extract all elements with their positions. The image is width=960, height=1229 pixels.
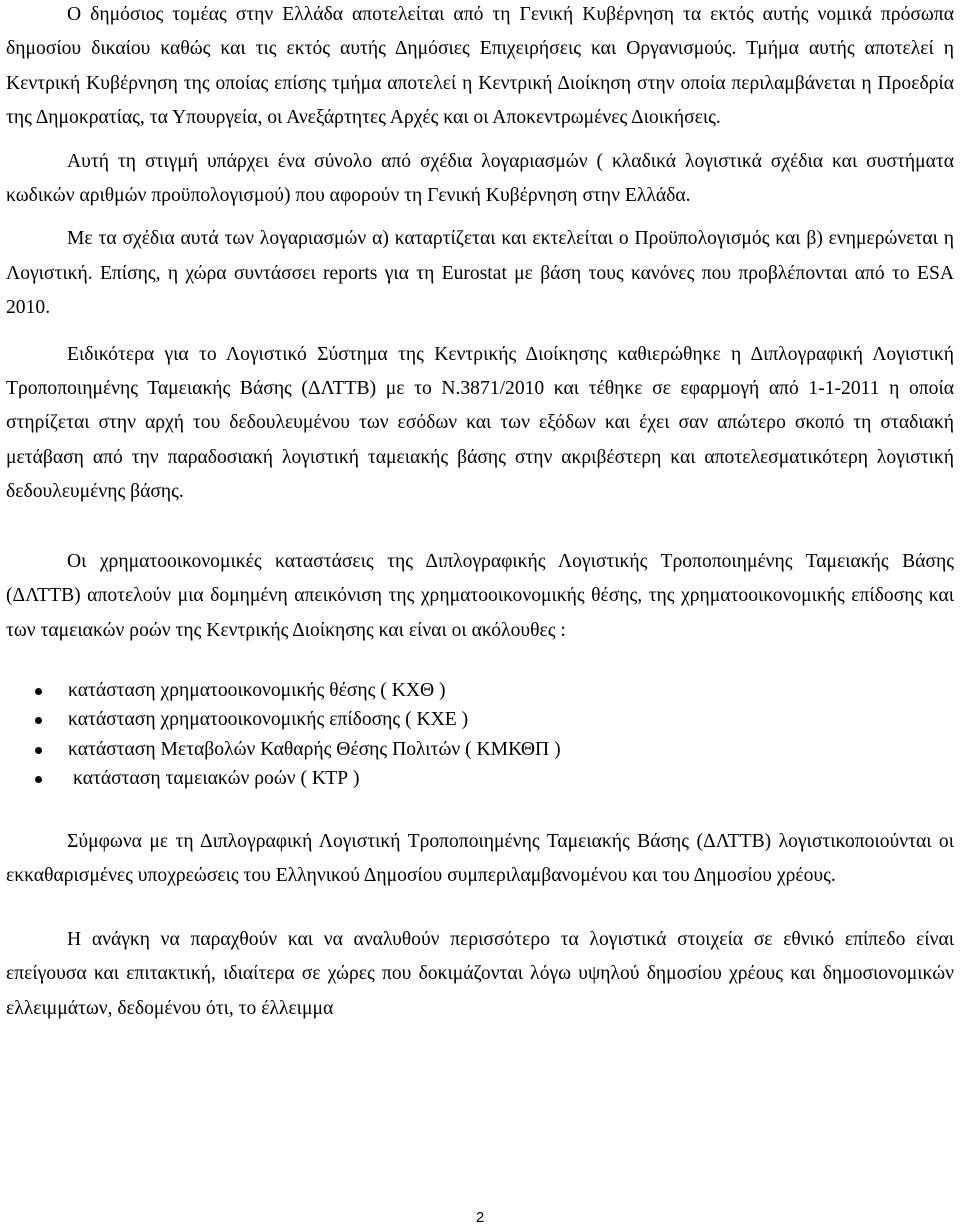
list-item-text: κατάσταση ταμειακών ροών ( ΚΤΡ ) (73, 768, 360, 790)
page-number: 2 (475, 1209, 485, 1226)
list-item (6, 735, 954, 765)
paragraph-public-sector: Ο δημόσιος τομέας στην Ελλάδα αποτελείται από τη Γενική Κυβέρνηση τα εκτός αυτής νομικά πρόσωπα δημοσίου δικαίου καθώς και τις εκτός αυτής Δημόσιες Επιχειρήσεις και Οργανισμούς. Τμήμα αυτής αποτελεί η Κεντρική Κυβέρνηση της οποίας επίσης τμήμα αποτελεί η Κεντρική Διοίκηση στην οποία περιλαμβάνεται η Προεδρία της Δημοκρατίας, τα Υπουργεία, οι Ανεξάρτητες Αρχές και οι Αποκεντρωμένες Διοικήσεις. (6, 4, 954, 129)
paragraph-liabilities: Σύμφωνα με τη Διπλογραφική Λογιστική Τροποποιημένης Ταμειακής Βάσης (ΔΛΤΤΒ) λογιστικοποιούνται οι εκκαθαρισμένες υποχρεώσεις του Ελληνικού Δημοσίου συμπεριλαμβανομένου και του Δημοσίου χρέους. (6, 830, 954, 887)
list-item-text: κατάσταση Μεταβολών Καθαρής Θέσης Πολιτών ( ΚΜΚΘΠ ) (68, 738, 561, 760)
paragraph-need-for-data: Η ανάγκη να παραχθούν και να αναλυθούν περισσότερο τα λογιστικά στοιχεία σε εθνικό επίπεδο είναι επείγουσα και επιτακτική, ιδιαίτερα σε χώρες που δοκιμάζονται λόγω υψηλού δημοσίου χρέους και δημοσιονομικών ελλειμμάτων, δεδομένου ότι, το έλλειμμα (6, 928, 954, 1019)
statements-list (6, 676, 954, 794)
paragraph-financial-statements: Οι χρηματοοικονομικές καταστάσεις της Διπλογραφικής Λογιστικής Τροποποιημένης Ταμειακής Βάσης (ΔΛΤΤΒ) αποτελούν μια δομημένη απεικόνιση της χρηματοοικονομικής θέσης, της χρηματοοικονομικής επίδοσης και των ταμειακών ροών της Κεντρικής Διοίκησης και είναι οι ακόλουθες : (6, 550, 954, 641)
list-item-text: κατάσταση χρηματοοικονομικής επίδοσης ( ΚΧΕ ) (68, 709, 469, 731)
list-item (6, 764, 954, 794)
document-page (6, 0, 954, 1026)
paragraph-budget-reports: Με τα σχέδια αυτά των λογαριασμών α) καταρτίζεται και εκτελείται ο Προϋπολογισμός και β) ενημερώνεται η Λογιστική. Επίσης, η χώρα συντάσσει reports για τη Eurostat με βάση τους κανόνες που προβλέπονται από το ESA 2010. (6, 228, 954, 319)
paragraph-account-plans: Αυτή τη στιγμή υπάρχει ένα σύνολο από σχέδια λογαριασμών ( κλαδικά λογιστικά σχέδια και συστήματα κωδικών αριθμών προϋπολογισμού) που αφορούν τη Γενική Κυβέρνηση στην Ελλάδα. (6, 150, 954, 207)
bullet-icon (35, 747, 42, 754)
bullet-icon (35, 688, 42, 695)
list-item-text: κατάσταση χρηματοοικονομικής θέσης ( ΚΧΘ ) (68, 679, 446, 701)
bullet-icon (35, 776, 42, 783)
list-item (6, 705, 954, 735)
list-item (6, 676, 954, 706)
bullet-icon (35, 717, 42, 724)
paragraph-accounting-system: Ειδικότερα για το Λογιστικό Σύστημα της Κεντρικής Διοίκησης καθιερώθηκε η Διπλογραφική Λογιστική Τροποποιημένης Ταμειακής Βάσης (ΔΛΤΤΒ) με το Ν.3871/2010 και τέθηκε σε εφαρμογή από 1-1-2011 η οποία στηρίζεται στην αρχή του δεδουλευμένου των εσόδων και των εξόδων και έχει σαν απώτερο σκοπό τη σταδιακή μετάβαση από την παραδοσιακή λογιστική ταμειακής βάσης στην ακριβέστερη και αποτελεσματικότερη λογιστική δεδουλευμένης βάσης. (6, 343, 954, 503)
